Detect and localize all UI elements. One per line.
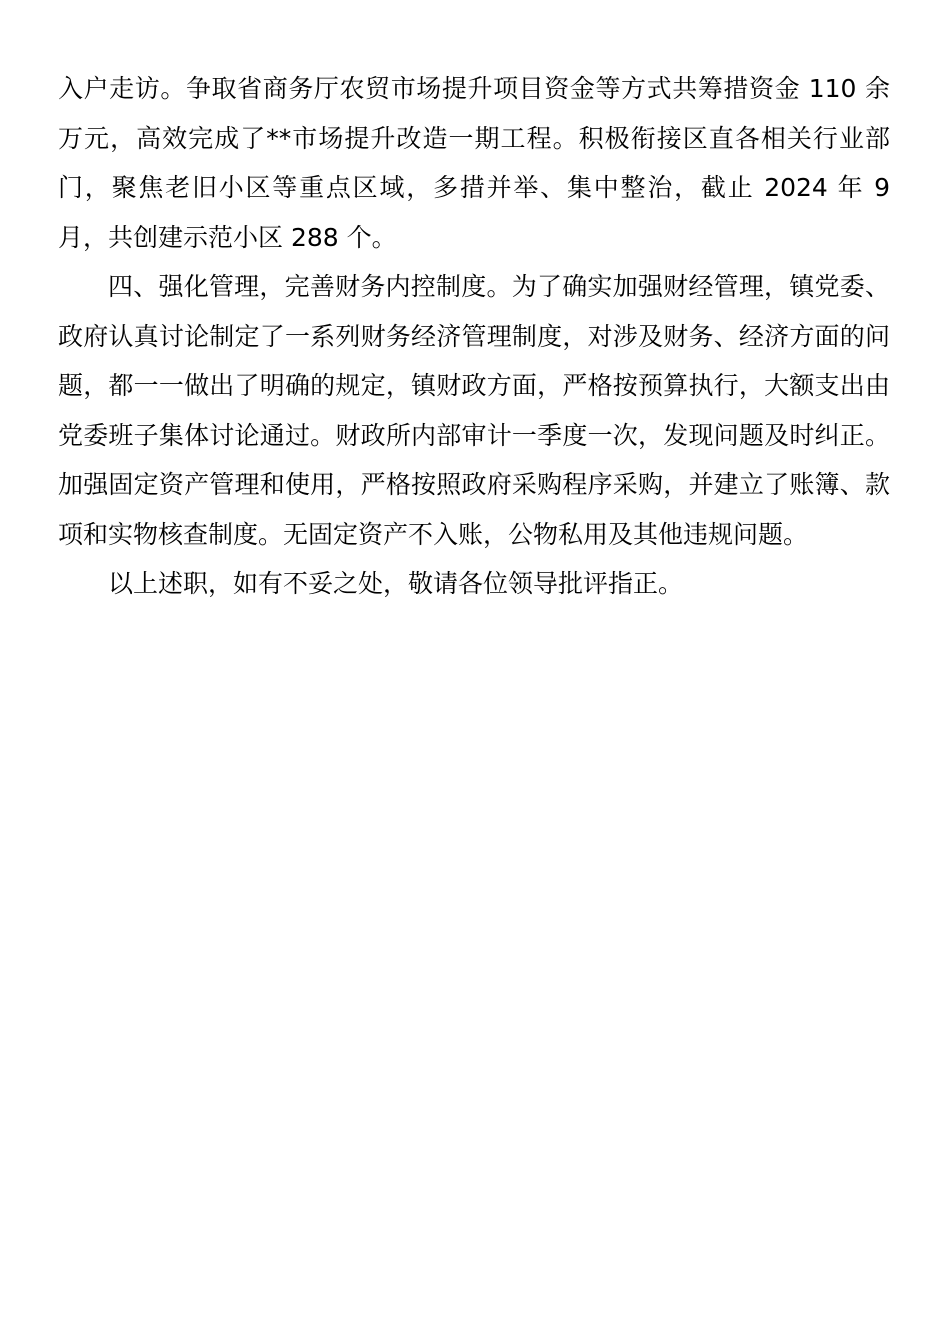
document-page bbox=[58, 64, 890, 609]
paragraph-2: 四、强化管理，完善财务内控制度。为了确实加强财经管理，镇党委、政府认真讨论制定了一系列财务经济管理制度，对涉及财务、经济方面的问题，都一一做出了明确的规定，镇财政方面，严格按预算执行，大额支出由党委班子集体讨论通过。财政所内部审计一季度一次，发现问题及时纠正。加强固定资产管理和使用，严格按照政府采购程序采购，并建立了账簿、款项和实物核查制度。无固定资产不入账，公物私用及其他违规问题。 bbox=[58, 272, 890, 549]
paragraph-3: 以上述职，如有不妥之处，敬请各位领导批评指正。 bbox=[108, 569, 684, 598]
paragraph-1: 入户走访。争取省商务厅农贸市场提升项目资金等方式共筹措资金 110 余万元，高效完成了**市场提升改造一期工程。积极衔接区直各相关行业部门，聚焦老旧小区等重点区域，多措并举、集中整治，截止 2024 年 9 月，共创建示范小区 288 个。 bbox=[58, 74, 890, 252]
